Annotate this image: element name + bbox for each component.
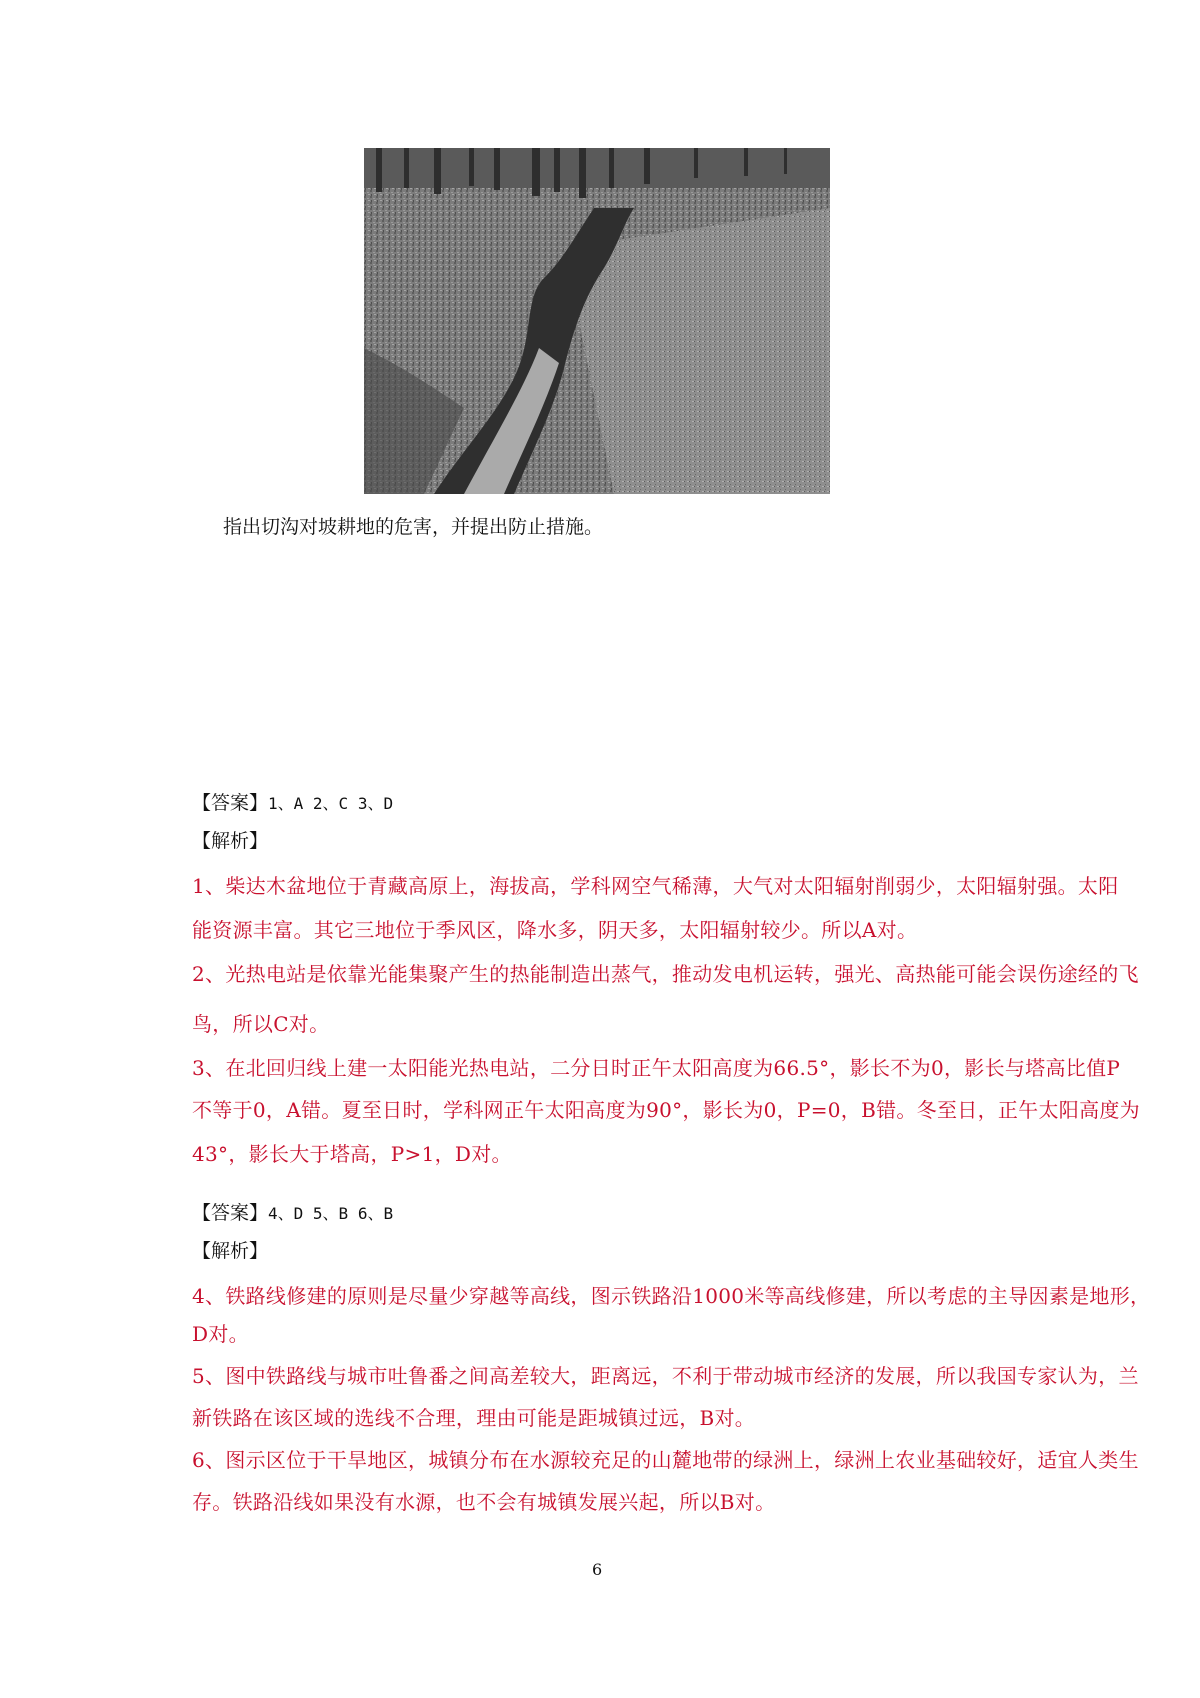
analysis-line: 5、图中铁路线与城市吐鲁番之间高差较大，距离远，不利于带动城市经济的发展，所以我国专家认为，兰 (192, 1364, 1139, 1388)
analysis-line: D对。 (192, 1322, 249, 1346)
page-number: 6 (592, 1560, 603, 1579)
answer-label: 【答案】 (192, 1202, 269, 1224)
analysis-label: 【解析】 (192, 1240, 269, 1262)
question-prompt: 指出切沟对坡耕地的危害，并提出防止措施。 (223, 516, 604, 538)
analysis-line: 6、图示区位于干旱地区，城镇分布在水源较充足的山麓地带的绿洲上，绿洲上农业基础较好，适宜人类生 (192, 1448, 1139, 1472)
answer-line (192, 788, 393, 815)
analysis-line: 鸟，所以C对。 (192, 1012, 330, 1036)
analysis-line: 1、柴达木盆地位于青藏高原上，海拔高，学科网空气稀薄，大气对太阳辐射削弱少，太阳辐射强。太阳 (192, 874, 1119, 898)
analysis-line: 2、光热电站是依靠光能集聚产生的热能制造出蒸气，推动发电机运转，强光、高热能可能会误伤途经的飞 (192, 962, 1139, 986)
analysis-label: 【解析】 (192, 830, 269, 852)
analysis-line: 4、铁路线修建的原则是尽量少穿越等高线，图示铁路沿1000米等高线修建，所以考虑的主导因素是地形， (192, 1284, 1151, 1308)
answer-line (192, 1198, 393, 1225)
analysis-line: 43°，影长大于塔高，P>1，D对。 (192, 1142, 512, 1166)
analysis-line: 3、在北回归线上建一太阳能光热电站，二分日时正午太阳高度为66.5°，影长不为0，影长与塔高比值P (192, 1056, 1121, 1080)
analysis-line: 不等于0，A错。夏至日时，学科网正午太阳高度为90°，影长为0，P=0，B错。冬至日，正午太阳高度为 (192, 1098, 1140, 1122)
gully-photo-drawing (364, 148, 830, 494)
answer-label: 【答案】 (192, 792, 269, 814)
answer-values: 1、A 2、C 3、D (268, 794, 394, 813)
analysis-line: 存。铁路沿线如果没有水源，也不会有城镇发展兴起，所以B对。 (192, 1490, 776, 1514)
gully-photo (364, 148, 830, 494)
answer-values: 4、D 5、B 6、B (268, 1204, 394, 1223)
analysis-line: 能资源丰富。其它三地位于季风区，降水多，阴天多，太阳辐射较少。所以A对。 (192, 918, 918, 942)
analysis-line: 新铁路在该区域的选线不合理，理由可能是距城镇过远，B对。 (192, 1406, 756, 1430)
